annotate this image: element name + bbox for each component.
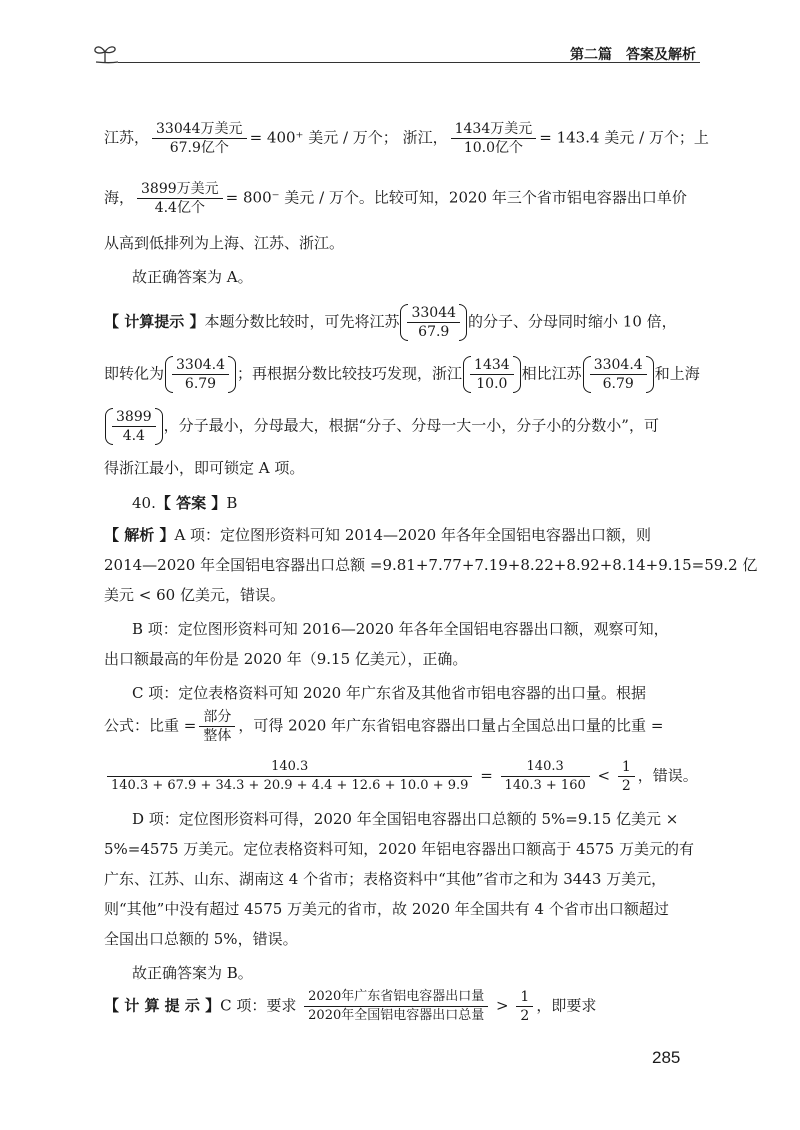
calc-line-2: 海， $\frac{\text{3899万美元}}{\text{4.4亿个}}$ = 800⁻ 美元 / 万个。比较可知，2020 年三个省市铝电容器出口单价 <box>104 181 687 216</box>
analysis-d-2: 5%=4575 万美元。定位表格资料可知，2020 年铝电容器出口额高于 4575 万美元的有 <box>104 840 694 858</box>
fraction-jiangsu: $\frac{\text{33044万美元}}{\text{67.9亿个}}$ <box>152 120 247 157</box>
paren-fraction: $\frac{1434}{10.0}$ <box>463 356 521 393</box>
analysis-b-1: B 项：定位图形资料可知 2016—2020 年各年全国铝电容器出口额，观察可知， <box>132 620 669 638</box>
fraction-half: $\frac{1}{2}$ <box>516 988 533 1025</box>
analysis-b-2: 出口额最高的年份是 2020 年（9.15 亿美元），正确。 <box>104 650 468 668</box>
hint1-line-3: $\frac{3899}{4.4}$ ，分子最小，分母最大，根据“分子、分母一大一小，分子小的分数小”，可 <box>104 408 696 445</box>
analysis-a-3: 美元 < 60 亿美元，错误。 <box>104 586 285 604</box>
sprout-icon <box>92 40 118 66</box>
header-title: 第二篇 答案及解析 <box>570 47 696 63</box>
analysis-a-1: 【 解析 】A 项：定位图形资料可知 2014—2020 年各年全国铝电容器出口额，则 <box>104 526 651 544</box>
fraction-simplified: $\frac{140.3}{140.3 + 160}$ <box>501 758 590 795</box>
hint1-line-1: 【 计算提示 】本题分数比较时，可先将江苏 $\frac{33044}{67.9}$ 的分子、分母同时缩小 10 倍， <box>104 305 677 340</box>
fraction-proportion: $\frac{\text{部分}}{\text{整体}}$ <box>199 708 235 745</box>
paren-fraction: $\frac{3304.4}{6.79}$ <box>583 356 654 393</box>
q40-answer: 40.【 答案 】B <box>132 494 238 512</box>
fraction-export-ratio: $\frac{\text{2020年广东省铝电容器出口量}}{\text{2020年全国铝电容器出口总量}}$ <box>304 988 488 1025</box>
analysis-d-4: 则“其他”中没有超过 4575 万美元的省市，故 2020 年全国共有 4 个省市出口额超过 <box>104 900 669 918</box>
analysis-d-1: D 项：定位图形资料可得，2020 年全国铝电容器出口总额的 5%=9.15 亿美元 × <box>132 810 679 828</box>
analysis-c-2: 公式：比重 = $\frac{\text{部分}}{\text{整体}}$ ，可得 2020 年广东省铝电容器出口量占全国总出口量的比重 = <box>104 709 664 744</box>
calc-line-1: 江苏， $\frac{\text{33044万美元}}{\text{67.9亿个}}$ = 400⁺ 美元 / 万个； 浙江， $\frac{\text{1434万美元}}{\text{10.0亿个}}$ = 143.4 美元 / 万个；上 <box>104 121 709 156</box>
analysis-c-1: C 项：定位表格资料可知 2020 年广东省及其他省市铝电容器的出口量。根据 <box>132 684 646 702</box>
fraction-shanghai: $\frac{\text{3899万美元}}{\text{4.4亿个}}$ <box>137 180 223 217</box>
fraction-half: $\frac{1}{2}$ <box>618 758 635 795</box>
analysis-c-3: $\frac{140.3}{140.3 + 67.9 + 34.3 + 20.9 + 4.4 + 12.6 + 10.0 + 9.9}$ = $\frac{140.3}{140.3 + 160}$ < $\frac{1}{2}$ ，错误。 <box>104 758 696 795</box>
answer-line-2: 故正确答案为 B。 <box>132 964 253 982</box>
analysis-d-3: 广东、江苏、山东、湖南这 4 个省市；表格资料中“其他”省市之和为 3443 万美元， <box>104 870 667 888</box>
hint2-line: 【 计 算 提 示 】C 项：要求 $\frac{\text{2020年广东省铝电容器出口量}}{\text{2020年全国铝电容器出口总量}}$ > $\frac{1}{2}$ ，即要求 <box>104 989 597 1024</box>
paren-fraction: $\frac{3304.4}{6.79}$ <box>165 356 236 393</box>
paren-fraction: $\frac{3899}{4.4}$ <box>105 408 163 445</box>
paren-fraction: $\frac{33044}{67.9}$ <box>400 304 467 341</box>
fraction-zhejiang: $\frac{\text{1434万美元}}{\text{10.0亿个}}$ <box>451 120 537 157</box>
calc-line-3: 从高到低排列为上海、江苏、浙江。 <box>104 234 345 252</box>
page-number: 285 <box>652 1048 681 1067</box>
fraction-guangdong-share: $\frac{140.3}{140.3 + 67.9 + 34.3 + 20.9 + 4.4 + 12.6 + 10.0 + 9.9}$ <box>107 758 472 795</box>
answer-line-1: 故正确答案为 A。 <box>132 268 253 286</box>
analysis-a-2: 2014—2020 年全国铝电容器出口总额 =9.81+7.77+7.19+8.22+8.92+8.14+9.15=59.2 亿 <box>104 556 758 574</box>
analysis-d-5: 全国出口总额的 5%，错误。 <box>104 930 298 948</box>
hint1-line-2: 即转化为 $\frac{3304.4}{6.79}$ ；再根据分数比较技巧发现，浙江 $\frac{1434}{10.0}$ 相比江苏 $\frac{3304.4}{6.79}$ 和上海 <box>104 357 700 392</box>
hint1-line-4: 得浙江最小，即可锁定 A 项。 <box>104 459 305 477</box>
